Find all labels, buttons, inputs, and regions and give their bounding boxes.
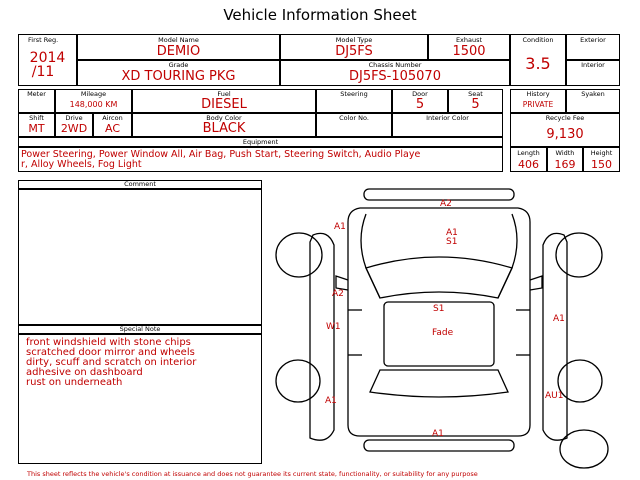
width-value: 169 xyxy=(554,158,576,171)
model-name-value: DEMIO xyxy=(156,44,201,59)
fuel-label: Fuel xyxy=(217,90,231,98)
damage-hood-a1: A1 xyxy=(446,228,458,238)
damage-rear-bumper: A1 xyxy=(432,429,444,439)
damage-right-quarter: A1 xyxy=(553,314,565,324)
interior-color-label: Interior Color xyxy=(426,114,469,122)
model-name-label: Model Name xyxy=(158,36,199,44)
damage-left-rear-door: W1 xyxy=(326,322,341,332)
grade-value: XD TOURING PKG xyxy=(121,69,236,84)
special-note-line-4: adhesive on dashboard xyxy=(26,367,143,378)
rear-bumper-outline xyxy=(364,440,514,451)
history-label: History xyxy=(526,90,550,98)
recycle-fee-label: Recycle Fee xyxy=(545,114,585,122)
rear-left-wheel xyxy=(276,360,320,402)
mileage-value: 148,000 KM xyxy=(69,100,118,109)
car-body-outline xyxy=(348,208,530,436)
door-label: Door xyxy=(412,90,428,98)
first-reg-year: 2014 xyxy=(29,50,66,66)
recycle-fee-value: 9,130 xyxy=(546,127,584,142)
aircon-value: AC xyxy=(104,122,120,135)
rear-window-outline xyxy=(370,370,508,397)
front-left-wheel xyxy=(276,233,322,277)
equipment-line-1: Power Steering, Power Window All, Air Bag, Push Start, Steering Switch, Audio Playe xyxy=(21,149,421,160)
height-value: 150 xyxy=(591,158,612,171)
seat-label: Seat xyxy=(468,90,483,98)
damage-left-front-door: A2 xyxy=(332,289,344,299)
aircon-label: Aircon xyxy=(102,114,123,122)
length-value: 406 xyxy=(518,158,539,171)
first-reg-label: First Reg. xyxy=(28,36,59,44)
left-mirror xyxy=(336,276,348,290)
condition-label: Condition xyxy=(522,36,554,44)
condition-value: 3.5 xyxy=(525,54,551,73)
width-label: Width xyxy=(555,149,575,157)
hood-line-right xyxy=(512,214,517,268)
door-value: 5 xyxy=(415,97,425,112)
shift-label: Shift xyxy=(29,114,44,122)
comment-label: Comment xyxy=(124,180,156,188)
exhaust-value: 1500 xyxy=(452,44,486,59)
first-reg-month: /11 xyxy=(31,64,55,80)
equipment-line-2: r, Alloy Wheels, Fog Light xyxy=(21,159,142,170)
damage-rear-right: AU1 xyxy=(545,391,564,401)
model-type-label: Model Type xyxy=(335,36,373,44)
special-note-line-5: rust on underneath xyxy=(26,377,123,388)
exterior-label: Exterior xyxy=(580,36,606,44)
steering-label: Steering xyxy=(340,90,368,98)
damage-roof-fade: Fade xyxy=(432,328,454,338)
color-no-label: Color No. xyxy=(339,114,369,122)
rear-right-wheel xyxy=(558,360,602,402)
exhaust-label: Exhaust xyxy=(455,36,483,44)
meter-label: Meter xyxy=(27,90,46,98)
damage-roof: S1 xyxy=(433,304,445,314)
length-label: Length xyxy=(517,149,540,157)
sheet-title: Vehicle Information Sheet xyxy=(223,6,417,24)
damage-hood-s1: S1 xyxy=(446,237,458,247)
height-label: Height xyxy=(590,149,613,157)
a-pillar-right xyxy=(498,268,512,298)
body-color-value: BLACK xyxy=(202,121,246,136)
drive-label: Drive xyxy=(65,114,83,122)
seat-value: 5 xyxy=(471,97,480,112)
history-value: PRIVATE xyxy=(522,100,554,109)
special-note-label: Special Note xyxy=(119,325,161,333)
special-note-line-2: scratched door mirror and wheels xyxy=(26,347,195,358)
syaken-label: Syaken xyxy=(581,90,605,98)
special-note-line-3: dirty, scuff and scratch on interior xyxy=(26,357,197,368)
drive-value: 2WD xyxy=(60,122,88,135)
fuel-value: DIESEL xyxy=(201,97,247,112)
left-side-panel xyxy=(310,233,334,440)
chassis-value: DJ5FS-105070 xyxy=(349,69,441,84)
windshield-outline xyxy=(366,257,512,298)
special-note-line-1: front windshield with stone chips xyxy=(26,337,191,348)
hood-line-left xyxy=(361,214,366,268)
footer-disclaimer: This sheet reflects the vehicle's condition at issuance and does not guarantee its current state, functionality, or suitability for any purpose xyxy=(27,470,478,478)
chassis-label: Chassis Number xyxy=(368,61,422,69)
front-bumper-outline xyxy=(364,189,514,200)
interior-label: Interior xyxy=(581,61,605,69)
front-right-wheel xyxy=(556,233,602,277)
equipment-label: Equipment xyxy=(242,138,279,146)
right-side-panel xyxy=(543,233,567,440)
grade-label: Grade xyxy=(168,61,189,69)
right-mirror xyxy=(530,276,542,290)
damage-top-bumper: A2 xyxy=(440,199,452,209)
shift-value: MT xyxy=(28,122,45,135)
mileage-label: Mileage xyxy=(80,90,107,98)
body-color-label: Body Color xyxy=(206,114,242,122)
a-pillar-left xyxy=(366,268,380,298)
model-type-value: DJ5FS xyxy=(335,44,373,59)
damage-front-left: A1 xyxy=(334,222,346,232)
spare-tire xyxy=(560,430,608,468)
damage-rear-left: A1 xyxy=(325,396,337,406)
